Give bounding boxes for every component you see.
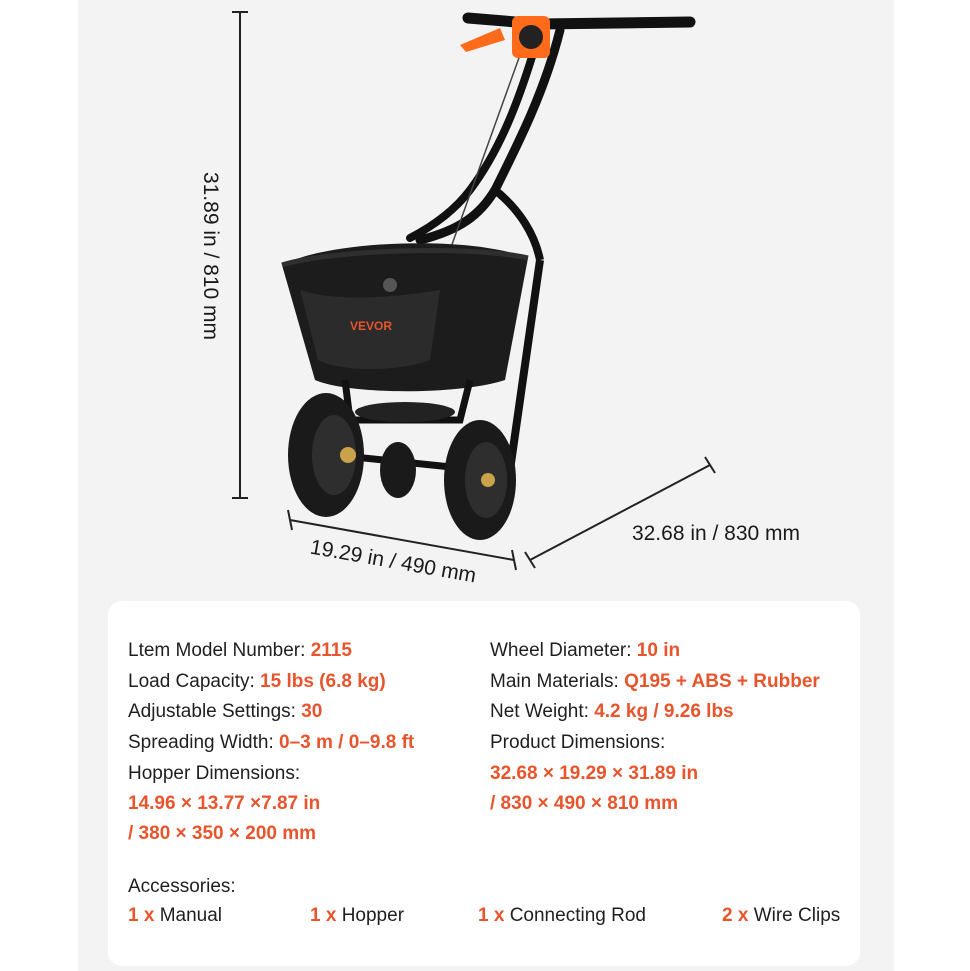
- accessories-title: Accessories:: [128, 876, 236, 897]
- hopper-dimensions-imperial: 14.96 × 13.77 ×7.87 in: [128, 793, 321, 814]
- height-dimension: [199, 12, 248, 498]
- height-label: 31.89 in / 810 mm: [199, 171, 222, 341]
- accessory-connecting-rod: 1 x Connecting Rod: [478, 905, 646, 926]
- brand-logo: VEVOR: [350, 319, 393, 333]
- depth-label: 32.68 in / 830 mm: [631, 522, 801, 545]
- accessory-wire-clips: 2 x Wire Clips: [722, 905, 841, 926]
- spec-adjustable-settings: Adjustable Settings: 30: [128, 701, 323, 722]
- right-wheel: [444, 420, 516, 540]
- spec-net-weight: Net Weight: 4.2 kg / 9.26 lbs: [490, 701, 734, 722]
- product-dimensions-imperial: 32.68 × 19.29 × 31.89 in: [490, 763, 699, 784]
- spec-model-number: Ltem Model Number: 2115: [128, 640, 352, 661]
- product-dimensions-metric: / 830 × 490 × 810 mm: [490, 793, 679, 814]
- depth-dimension: [525, 457, 800, 568]
- spreader-product-image: [282, 16, 690, 540]
- spec-product-dimensions: Product Dimensions:: [490, 732, 666, 753]
- spec-spreading-width: Spreading Width: 0–3 m / 0–9.8 ft: [128, 732, 415, 753]
- width-label: 19.29 in / 490 mm: [308, 535, 478, 588]
- accessory-hopper: 1 x Hopper: [310, 905, 405, 926]
- hopper-dimensions-metric: / 380 × 350 × 200 mm: [128, 823, 317, 844]
- accessory-manual: 1 x Manual: [128, 905, 223, 926]
- spec-main-materials: Main Materials: Q195 + ABS + Rubber: [490, 671, 820, 692]
- spec-load-capacity: Load Capacity: 15 lbs (6.8 kg): [128, 671, 386, 692]
- left-wheel: [288, 393, 364, 517]
- spec-wheel-diameter: Wheel Diameter: 10 in: [490, 640, 681, 661]
- spec-hopper-dimensions: Hopper Dimensions:: [128, 763, 301, 784]
